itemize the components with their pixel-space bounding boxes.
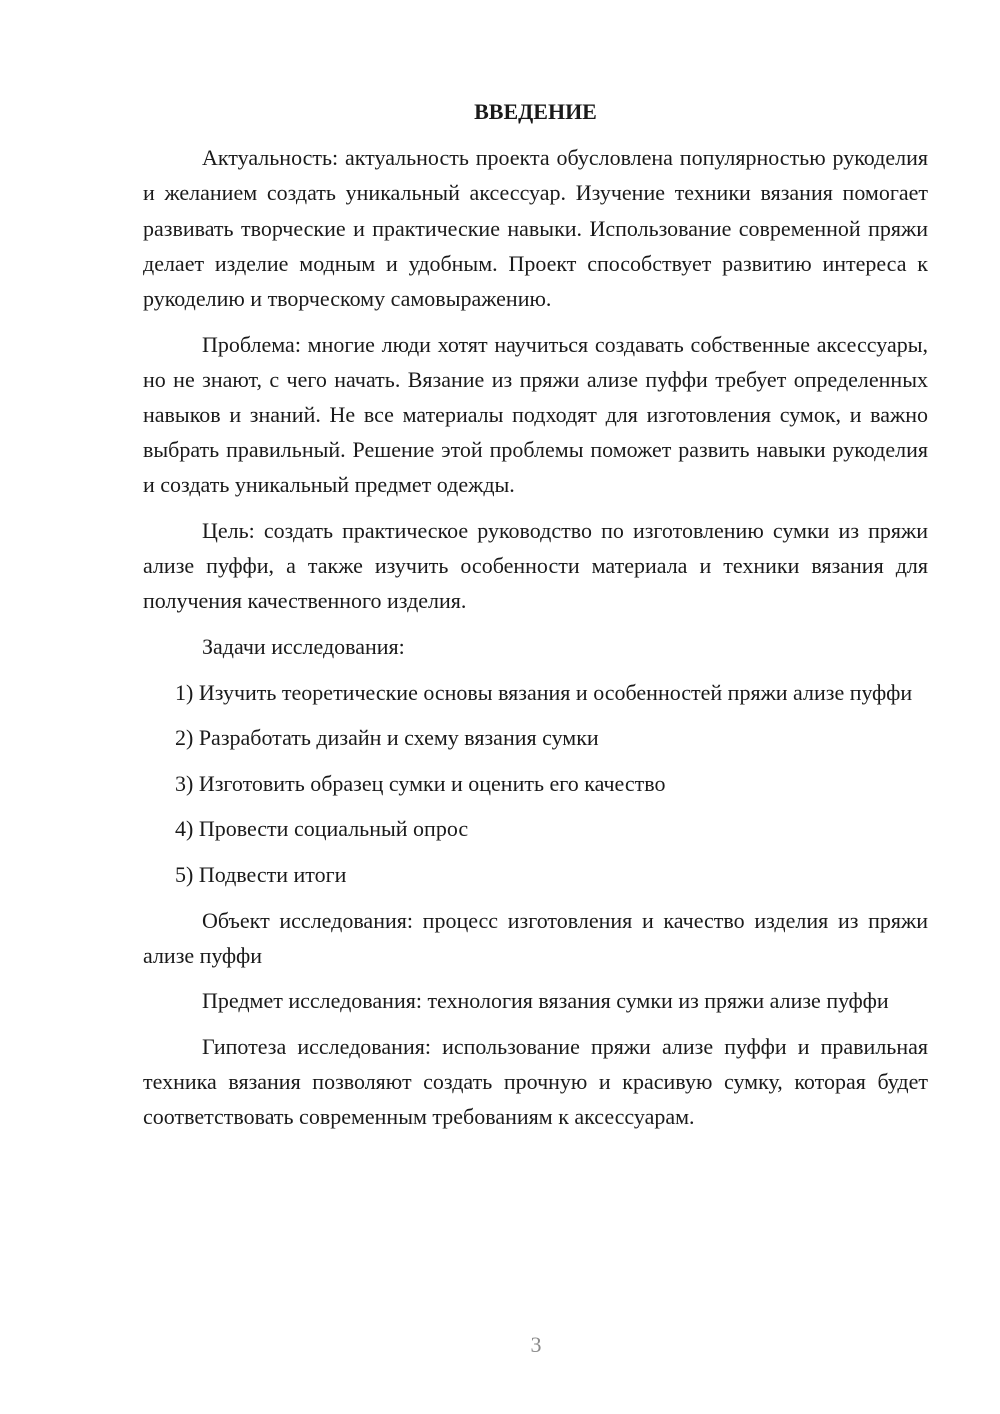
paragraph-goal: Цель: создать практическое руководство по изготовлению сумки из пряжи ализе пуффи, а также изучить особенности материала и техники вязания для получения качественного изделия. bbox=[143, 518, 928, 614]
paragraph-tasks-heading: Задачи исследования: bbox=[202, 634, 405, 660]
task-item-4: 4) Провести социальный опрос bbox=[175, 816, 469, 842]
paragraph-hypothesis: Гипотеза исследования: использование пряжи ализе пуффи и правильная техника вязания позволяют создать прочную и красивую сумку, которая будет соответствовать современным требованиям к аксессуарам. bbox=[143, 1033, 928, 1130]
page-number: 3 bbox=[530, 1332, 542, 1357]
paragraph-object: Объект исследования: процесс изготовления и качество изделия из пряжи ализе пуффи bbox=[143, 907, 928, 968]
paragraph-subject: Предмет исследования: технология вязания сумки из пряжи ализе пуффи bbox=[202, 988, 889, 1014]
section-heading: ВВЕДЕНИЕ bbox=[474, 99, 597, 124]
document-page bbox=[143, 94, 928, 1145]
task-item-2: 2) Разработать дизайн и схему вязания сумки bbox=[175, 725, 599, 751]
task-item-1: 1) Изучить теоретические основы вязания и особенностей пряжи ализе пуффи bbox=[175, 679, 913, 705]
task-item-3: 3) Изготовить образец сумки и оценить его качество bbox=[175, 770, 666, 796]
task-item-5: 5) Подвести итоги bbox=[175, 861, 347, 887]
paragraph-problem: Проблема: многие люди хотят научиться создавать собственные аксессуары, но не знают, с чего начать. Вязание из пряжи ализе пуффи требует определенных навыков и знаний. Не все материалы подходят для изготовления сумок, и важно выбрать правильный. Решение этой проблемы поможет развить навыки рукоделия и создать уникальный предмет одежды. bbox=[143, 331, 928, 498]
paragraph-relevance: Актуальность: актуальность проекта обусловлена популярностью рукоделия и желанием создать уникальный аксессуар. Изучение техники вязания помогает развивать творческие и практические навыки. Использование современной пряжи делает изделие модным и удобным. Проект способствует развитию интереса к рукоделию и творческому самовыражению. bbox=[143, 145, 928, 312]
